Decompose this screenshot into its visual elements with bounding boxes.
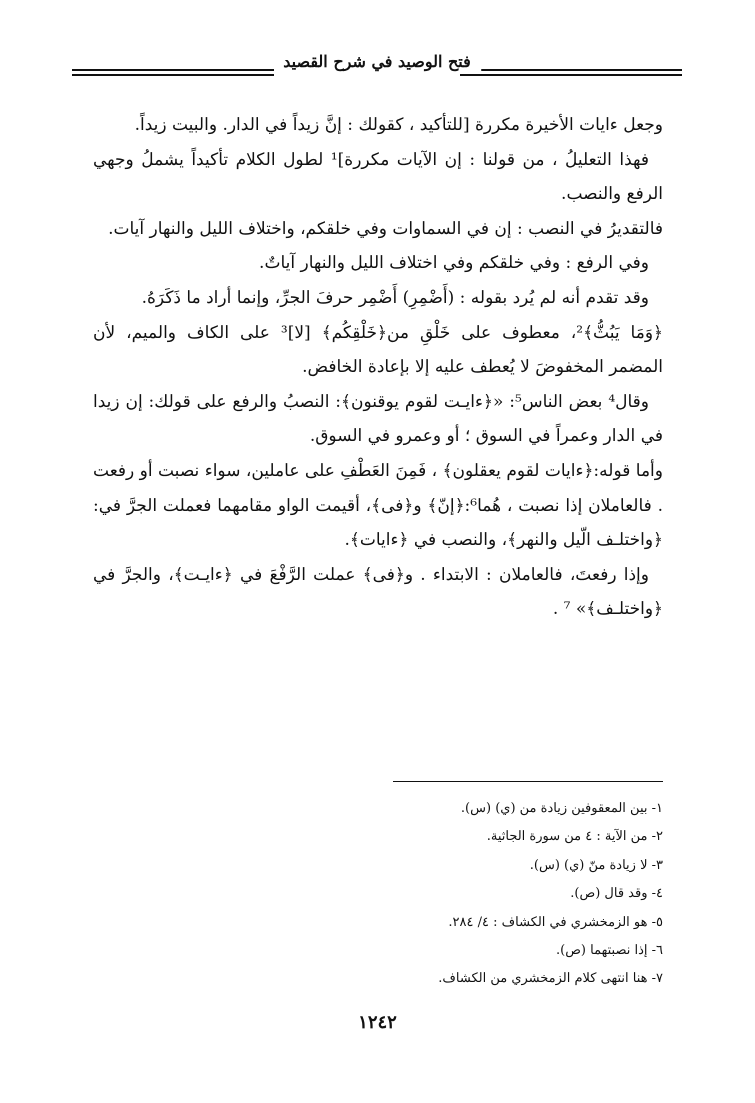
footnote: ٦- إذا نصبتهما (ص). bbox=[556, 943, 663, 959]
paragraph: ﴿وَمَا يَبُثُّ﴾²، معطوف على خَلْقِ من﴿خَلْقِكُم﴾ [لا]³ على الكاف والميم، لأن المضمر المخفوضَ لا يُعطف عليه إلا بإعادة الخافض. bbox=[93, 322, 663, 378]
page-number: ١٢٤٢ bbox=[358, 1012, 397, 1033]
paragraph: وإذا رفعتَ، فالعاملان : الابتداء . و﴿فى﴾ عملت الرَّفْعَ في ﴿ءايـت﴾، والجرَّ في ﴿واختلـف﴾» ⁷ . bbox=[93, 564, 663, 620]
paragraph: وأما قوله:﴿ءايات لقوم يعقلون﴾ ، فَمِنَ العَطْفِ على عاملين، سواء نصبت أو رفعت . فالعاملان إذا نصبت ، هُما⁶:﴿إنّ﴾ و﴿فى﴾، أقيمت الواو مقامهما فعملت الجرَّ في:﴿واختلـف الّيل والنهر﴾، والنصب في ﴿ءايات﴾. bbox=[93, 460, 663, 551]
footnote-separator bbox=[393, 781, 663, 782]
paragraph: وقد تقدم أنه لم يُرد بقوله : (أَضْمِرِ) أَضْمِر حرفَ الجرِّ، وإنما أراد ما ذَكَرَهُ. bbox=[141, 287, 649, 308]
main-text bbox=[93, 108, 663, 627]
footnote: ٤- وقد قال (ص). bbox=[570, 886, 663, 902]
footnote: ٥- هو الزمخشري في الكشاف : ٤/ ٢٨٤. bbox=[448, 914, 663, 930]
header-rule-left bbox=[72, 69, 274, 71]
paragraph: فالتقديرُ في النصب : إن في السماوات وفي خلقكم، واختلاف الليل والنهار آيات. bbox=[108, 218, 663, 239]
footnote: ٢- من الآية : ٤ من سورة الجاثية. bbox=[486, 829, 663, 845]
footnote: ٣- لا زيادة منّ (ي) (س). bbox=[529, 857, 663, 873]
footnote: ١- بين المعقوفين زيادة من (ي) (س). bbox=[460, 801, 663, 816]
footnotes-list bbox=[163, 795, 663, 994]
running-header bbox=[72, 50, 682, 80]
paragraph: وجعل ءايات الأخيرة مكررة [للتأكيد ، كقولك : إنَّ زيداً في الدار. والبيت زيداً. bbox=[134, 115, 663, 135]
paragraph: وقال⁴ بعض الناس⁵: «﴿ءايـت لقوم يوقنون﴾: النصبُ والرفع على قولك: إن زيدا في الدار وعمراً في السوق ؛ أو وعمرو في السوق. bbox=[93, 391, 663, 447]
header-rule-right bbox=[460, 69, 682, 71]
paragraph: فهذا التعليلُ ، من قولنا : إن الآيات مكررة]¹ لطول الكلام تأكيداً يشملُ وجهي الرفع والنصب. bbox=[93, 149, 663, 205]
footnote: ٧- هنا انتهى كلام الزمخشري من الكشاف. bbox=[438, 971, 663, 987]
header-title: فتح الوصيد في شرح القصيد bbox=[273, 52, 481, 71]
paragraph: وفي الرفع : وفي خلقكم وفي اختلاف الليل والنهار آياتٌ. bbox=[259, 253, 649, 274]
